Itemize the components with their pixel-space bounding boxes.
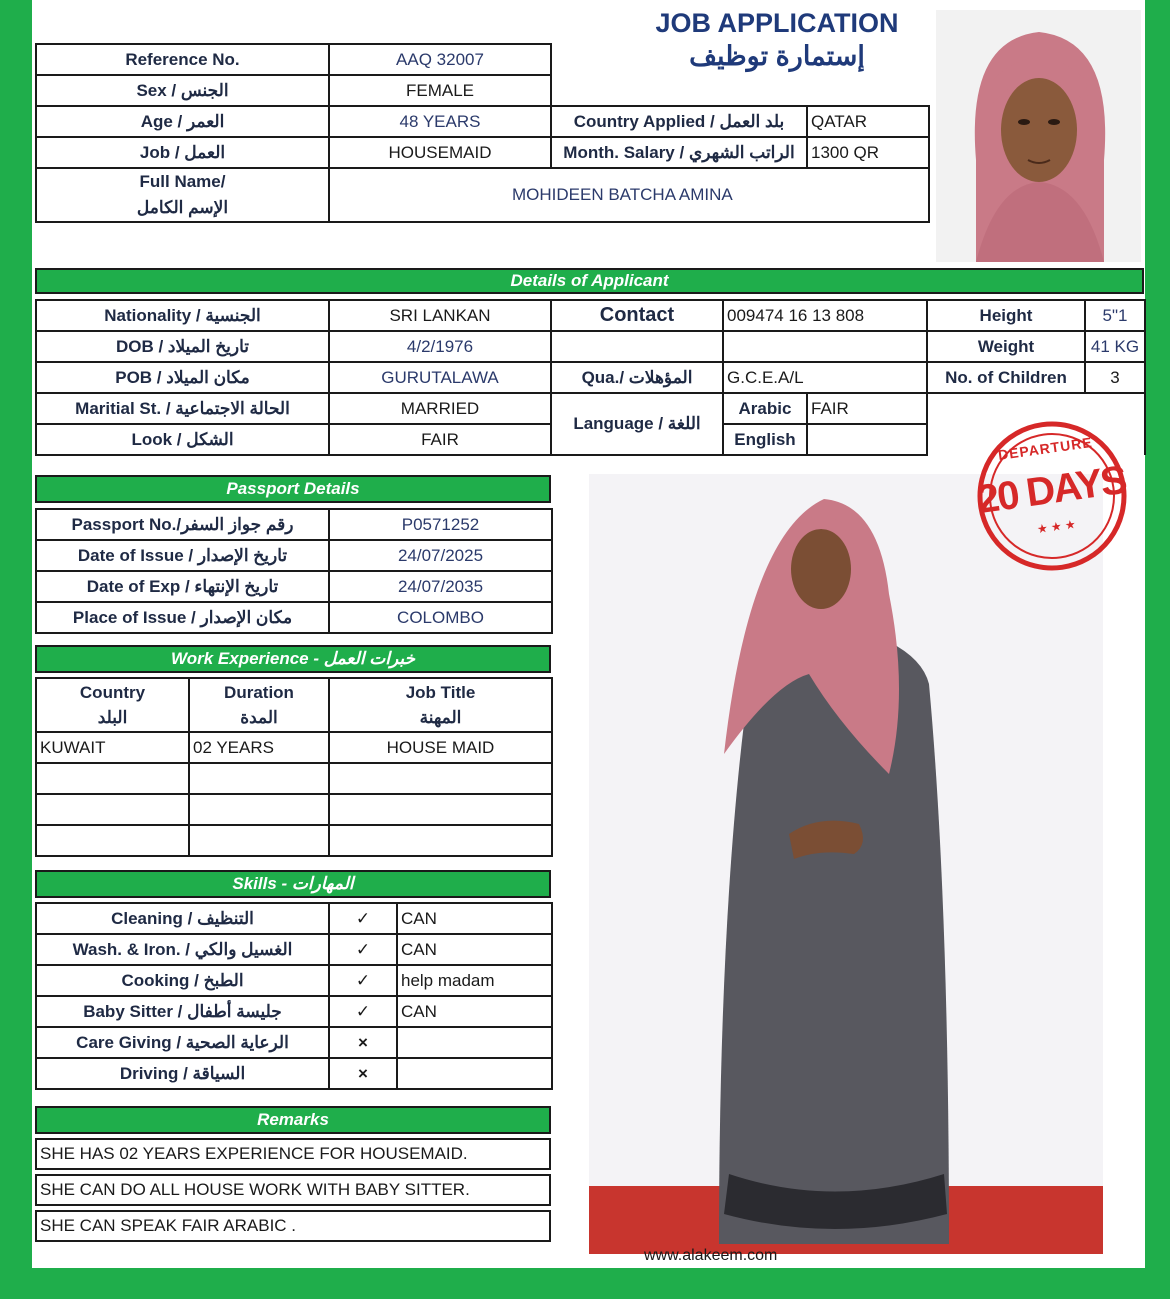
country-applied-value: QATAR: [807, 106, 929, 137]
full-name-label-ar: الإسم الكامل: [136, 198, 229, 217]
pob-label: POB / مكان الميلاد: [36, 362, 329, 393]
stamp-stars: ★ ★ ★: [1036, 517, 1077, 537]
table-row: [36, 509, 552, 540]
col-country-ar: البلد: [97, 708, 128, 727]
children-value: 3: [1085, 362, 1145, 393]
ref-label: Reference No.: [36, 44, 329, 75]
table-row: [36, 44, 929, 75]
nationality-label: Nationality / الجنسية: [36, 300, 329, 331]
english-label: English: [723, 424, 807, 455]
skill-label: Wash. & Iron. / الغسيل والكي: [36, 934, 329, 965]
stamp-top-text: DEPARTURE: [997, 433, 1094, 464]
language-label: Language / اللغة: [551, 393, 723, 455]
job-value: HOUSEMAID: [329, 137, 551, 168]
look-label: Look / الشكل: [36, 424, 329, 455]
dob-label: DOB / تاريخ الميلاد: [36, 331, 329, 362]
country-applied-label: Country Applied / بلد العمل: [551, 106, 807, 137]
cross-icon: ×: [329, 1058, 397, 1089]
table-row: [36, 137, 929, 168]
skill-label: Care Giving / الرعاية الصحية: [36, 1027, 329, 1058]
job-label: Job / العمل: [36, 137, 329, 168]
table-row: [36, 540, 552, 571]
pob-value: GURUTALAWA: [329, 362, 551, 393]
table-row: [36, 1027, 552, 1058]
table-row: [36, 678, 552, 732]
skill-value: help madam: [397, 965, 552, 996]
application-sheet: [32, 0, 1145, 1268]
exp-date-label: Date of Exp / تاريخ الإنتهاء: [36, 571, 329, 602]
full-body-photo: [589, 474, 1103, 1254]
table-row: [36, 903, 552, 934]
skill-label: Cleaning / التنظيف: [36, 903, 329, 934]
work-job: [329, 794, 552, 825]
col-country-en: Country: [79, 683, 146, 702]
col-country: [36, 678, 189, 732]
table-row: [36, 1058, 552, 1089]
title-ar: إستمارة توظيف: [689, 41, 865, 71]
skill-value: CAN: [397, 934, 552, 965]
skill-value: [397, 1058, 552, 1089]
look-value: FAIR: [329, 424, 551, 455]
work-job: [329, 763, 552, 794]
work-duration: [189, 825, 329, 856]
work-job: [329, 825, 552, 856]
table-row: [36, 168, 929, 222]
age-label: Age / العمر: [36, 106, 329, 137]
table-row: [36, 106, 929, 137]
full-name-label: [36, 168, 329, 222]
table-row: [36, 75, 929, 106]
skill-value: CAN: [397, 903, 552, 934]
work-title-bar: Work Experience - خبرات العمل: [35, 645, 551, 673]
skill-label: Driving / السياقة: [36, 1058, 329, 1089]
qualification-value: G.C.E.A/L: [723, 362, 927, 393]
table-row: [36, 732, 552, 763]
stamp-big-text: 20 DAYS: [974, 457, 1129, 523]
arabic-label: Arabic: [723, 393, 807, 424]
children-label: No. of Children: [927, 362, 1085, 393]
age-value: 48 YEARS: [329, 106, 551, 137]
col-duration-en: Duration: [224, 683, 294, 702]
check-icon: ✓: [329, 996, 397, 1027]
blank-cell: [551, 331, 723, 362]
passport-table: [35, 508, 553, 634]
table-row: [36, 965, 552, 996]
weight-value: 41 KG: [1085, 331, 1145, 362]
ref-value: AAQ 32007: [329, 44, 551, 75]
remarks-list: [35, 1138, 551, 1242]
remark-line: SHE HAS 02 YEARS EXPERIENCE FOR HOUSEMAID.: [35, 1138, 551, 1170]
height-value: 5"1: [1085, 300, 1145, 331]
blank-cell: [723, 331, 927, 362]
dob-value: 4/2/1976: [329, 331, 551, 362]
table-row: [36, 794, 552, 825]
title-en: JOB APPLICATION: [655, 8, 899, 38]
portrait-photo: [936, 10, 1141, 262]
table-row: [36, 996, 552, 1027]
issue-date-label: Date of Issue / تاريخ الإصدار: [36, 540, 329, 571]
work-duration: 02 YEARS: [189, 732, 329, 763]
work-duration: [189, 763, 329, 794]
table-row: [36, 602, 552, 633]
details-title-bar: Details of Applicant: [35, 268, 1144, 294]
skill-label: Baby Sitter / جليسة أطفال: [36, 996, 329, 1027]
table-row: [36, 571, 552, 602]
issue-place-label: Place of Issue / مكان الإصدار: [36, 602, 329, 633]
work-country: [36, 825, 189, 856]
check-icon: ✓: [329, 903, 397, 934]
contact-value: 009474 16 13 808: [723, 300, 927, 331]
work-country: [36, 794, 189, 825]
table-row: [36, 300, 1145, 331]
issue-place-value: COLOMBO: [329, 602, 552, 633]
sex-value: FEMALE: [329, 75, 551, 106]
table-row: [36, 763, 552, 794]
exp-date-value: 24/07/2035: [329, 571, 552, 602]
basic-info-table: [35, 43, 930, 223]
remarks-title-bar: Remarks: [35, 1106, 551, 1134]
website-footer[interactable]: www.alakeem.com: [644, 1247, 778, 1264]
skill-value: CAN: [397, 996, 552, 1027]
departure-stamp: [964, 408, 1140, 584]
table-row: [36, 393, 1145, 424]
col-job-title: [329, 678, 552, 732]
passport-no-label: Passport No./رقم جواز السفر: [36, 509, 329, 540]
table-row: [36, 934, 552, 965]
skill-value: [397, 1027, 552, 1058]
full-name-label-en: Full Name/: [139, 172, 226, 191]
height-label: Height: [927, 300, 1085, 331]
remark-line: SHE CAN DO ALL HOUSE WORK WITH BABY SITTER.: [35, 1174, 551, 1206]
check-icon: ✓: [329, 965, 397, 996]
marital-label: Maritial St. / الحالة الاجتماعية: [36, 393, 329, 424]
full-name-value: MOHIDEEN BATCHA AMINA: [329, 168, 929, 222]
skill-label: Cooking / الطبخ: [36, 965, 329, 996]
weight-label: Weight: [927, 331, 1085, 362]
marital-value: MARRIED: [329, 393, 551, 424]
salary-value: 1300 QR: [807, 137, 929, 168]
nationality-value: SRI LANKAN: [329, 300, 551, 331]
blank-cell: [551, 44, 929, 75]
skills-table: [35, 902, 553, 1090]
work-table: [35, 677, 553, 857]
sex-label: Sex / الجنس: [36, 75, 329, 106]
col-duration-ar: المدة: [240, 708, 278, 727]
remark-line: SHE CAN SPEAK FAIR ARABIC .: [35, 1210, 551, 1242]
arabic-value: FAIR: [807, 393, 927, 424]
work-country: [36, 763, 189, 794]
english-value: [807, 424, 927, 455]
passport-title-bar: Passport Details: [35, 475, 551, 503]
passport-no-value: P0571252: [329, 509, 552, 540]
col-job-title-ar: المهنة: [419, 708, 462, 727]
table-row: [36, 331, 1145, 362]
work-job: HOUSE MAID: [329, 732, 552, 763]
work-duration: [189, 794, 329, 825]
contact-label: Contact: [551, 300, 723, 331]
work-country: KUWAIT: [36, 732, 189, 763]
check-icon: ✓: [329, 934, 397, 965]
table-row: [36, 362, 1145, 393]
col-duration: [189, 678, 329, 732]
blank-cell: [551, 75, 929, 106]
table-row: [36, 825, 552, 856]
qualification-label: Qua./ المؤهلات: [551, 362, 723, 393]
issue-date-value: 24/07/2025: [329, 540, 552, 571]
salary-label: Month. Salary / الراتب الشهري: [551, 137, 807, 168]
skills-title-bar: Skills - المهارات: [35, 870, 551, 898]
col-job-title-en: Job Title: [405, 683, 476, 702]
cross-icon: ×: [329, 1027, 397, 1058]
